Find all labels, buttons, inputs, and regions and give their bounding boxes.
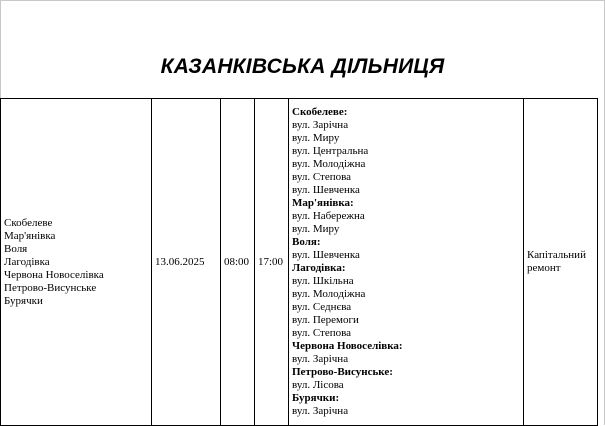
time-to-cell: 17:00 bbox=[255, 99, 289, 426]
settlement-name: Лагодівка bbox=[4, 255, 50, 268]
street-name: вул. Зарічна bbox=[292, 353, 349, 365]
street-name: вул. Зарічна bbox=[292, 405, 349, 417]
street-name: вул. Степова bbox=[292, 171, 352, 183]
date-cell: 13.06.2025 bbox=[152, 99, 221, 426]
settlement-name: Скобелеве bbox=[4, 216, 53, 229]
addresses-list bbox=[292, 106, 520, 418]
village-heading: Червона Новоселівка: bbox=[292, 340, 403, 352]
street-name: вул. Молодіжна bbox=[292, 158, 366, 170]
street-name: вул. Степова bbox=[292, 327, 352, 339]
village-heading: Воля: bbox=[292, 236, 321, 248]
street-name: вул. Центральна bbox=[292, 145, 369, 157]
settlements-list bbox=[4, 217, 148, 308]
street-name: вул. Молодіжна bbox=[292, 288, 366, 300]
work-type-cell: Капітальний ремонт bbox=[524, 99, 598, 426]
village-heading: Мар'янівка: bbox=[292, 197, 354, 209]
outage-schedule-table bbox=[0, 98, 598, 426]
village-heading: Скобелеве: bbox=[292, 106, 348, 118]
settlement-name: Бурячки bbox=[4, 294, 43, 307]
street-name: вул. Зарічна bbox=[292, 119, 349, 131]
street-name: вул. Лісова bbox=[292, 379, 344, 391]
street-name: вул. Седнєва bbox=[292, 301, 352, 313]
table-row bbox=[1, 99, 598, 426]
section-title: КАЗАНКІВСЬКА ДІЛЬНИЦЯ bbox=[160, 55, 445, 78]
settlement-name: Петрово-Висунське bbox=[4, 281, 97, 294]
street-name: вул. Шевченка bbox=[292, 249, 360, 261]
street-name: вул. Миру bbox=[292, 132, 340, 144]
street-name: вул. Шкільна bbox=[292, 275, 354, 287]
street-name: вул. Перемоги bbox=[292, 314, 359, 326]
village-heading: Петрово-Висунське: bbox=[292, 366, 393, 378]
settlement-name: Червона Новоселівка bbox=[4, 268, 104, 281]
village-heading: Лагодівка: bbox=[292, 262, 346, 274]
settlement-name: Мар'янівка bbox=[4, 229, 56, 242]
settlements-cell bbox=[1, 99, 152, 426]
addresses-cell bbox=[289, 99, 524, 426]
settlement-name: Воля bbox=[4, 242, 28, 255]
street-name: вул. Шевченка bbox=[292, 184, 360, 196]
village-heading: Бурячки: bbox=[292, 392, 340, 404]
street-name: вул. Миру bbox=[292, 223, 340, 235]
time-from-cell: 08:00 bbox=[221, 99, 255, 426]
street-name: вул. Набережна bbox=[292, 210, 365, 222]
